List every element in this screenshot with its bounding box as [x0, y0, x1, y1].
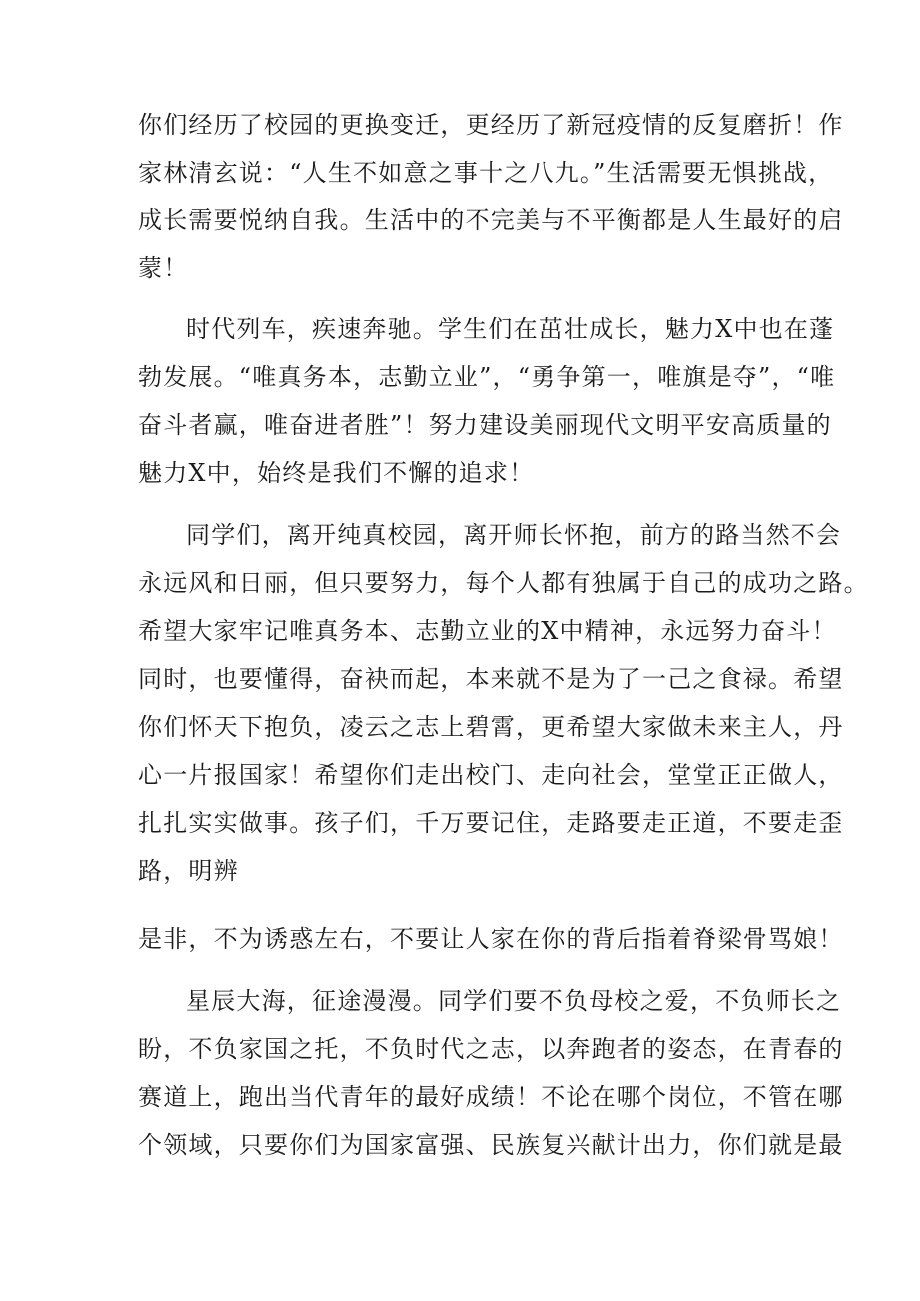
text-line: 奋斗者赢，唯奋进者胜”！努力建设美丽现代文明平安高质量的: [138, 411, 832, 439]
text-line: 路，明辨: [138, 857, 239, 885]
text-line: 蒙！: [138, 254, 189, 282]
text-line: 希望大家牢记唯真务本、志勤立业的X中精神，永远努力奋斗！: [138, 617, 837, 645]
text-line: 扎扎实实做事。孩子们，千万要记住，走路要走正道，不要走歪: [138, 809, 844, 837]
text-line: 你们怀天下抱负，凌云之志上碧霄，更希望大家做未来主人，丹: [138, 713, 844, 741]
text-line: 星辰大海，征途漫漫。同学们要不负母校之爱，不负师长之: [186, 987, 842, 1015]
text-line: 赛道上，跑出当代青年的最好成绩！不论在哪个岗位，不管在哪: [138, 1083, 844, 1111]
text-line: 是非，不为诱惑左右，不要让人家在你的背后指着脊梁骨骂娘！: [138, 925, 844, 953]
text-line: 同学们，离开纯真校园，离开师长怀抱，前方的路当然不会: [186, 521, 842, 549]
text-line: 家林清玄说：“人生不如意之事十之八九。”生活需要无惧挑战，: [138, 159, 834, 187]
text-line: 盼，不负家国之托，不负时代之志，以奔跑者的姿态，在青春的: [138, 1035, 844, 1063]
text-line: 心一片报国家！希望你们走出校门、走向社会，堂堂正正做人，: [138, 761, 844, 789]
text-line: 个领域，只要你们为国家富强、民族复兴献计出力，你们就是最: [138, 1131, 844, 1159]
text-line: 同时，也要懂得，奋袂而起，本来就不是为了一己之食禄。希望: [138, 665, 844, 693]
text-line: 勃发展。“唯真务本，志勤立业”，“勇争第一，唯旗是夺”，“唯: [138, 363, 836, 391]
text-line: 永远风和日丽，但只要努力，每个人都有独属于自己的成功之路。: [138, 569, 869, 597]
text-line: 魅力X中，始终是我们不懈的追求！: [138, 459, 535, 487]
text-line: 时代列车，疾速奔驰。学生们在茁壮成长，魅力X中也在蓬: [186, 315, 835, 343]
text-line: 成长需要悦纳自我。生活中的不完美与不平衡都是人生最好的启: [138, 206, 844, 234]
text-line: 你们经历了校园的更换变迁，更经历了新冠疫情的反复磨折！作: [138, 111, 844, 139]
